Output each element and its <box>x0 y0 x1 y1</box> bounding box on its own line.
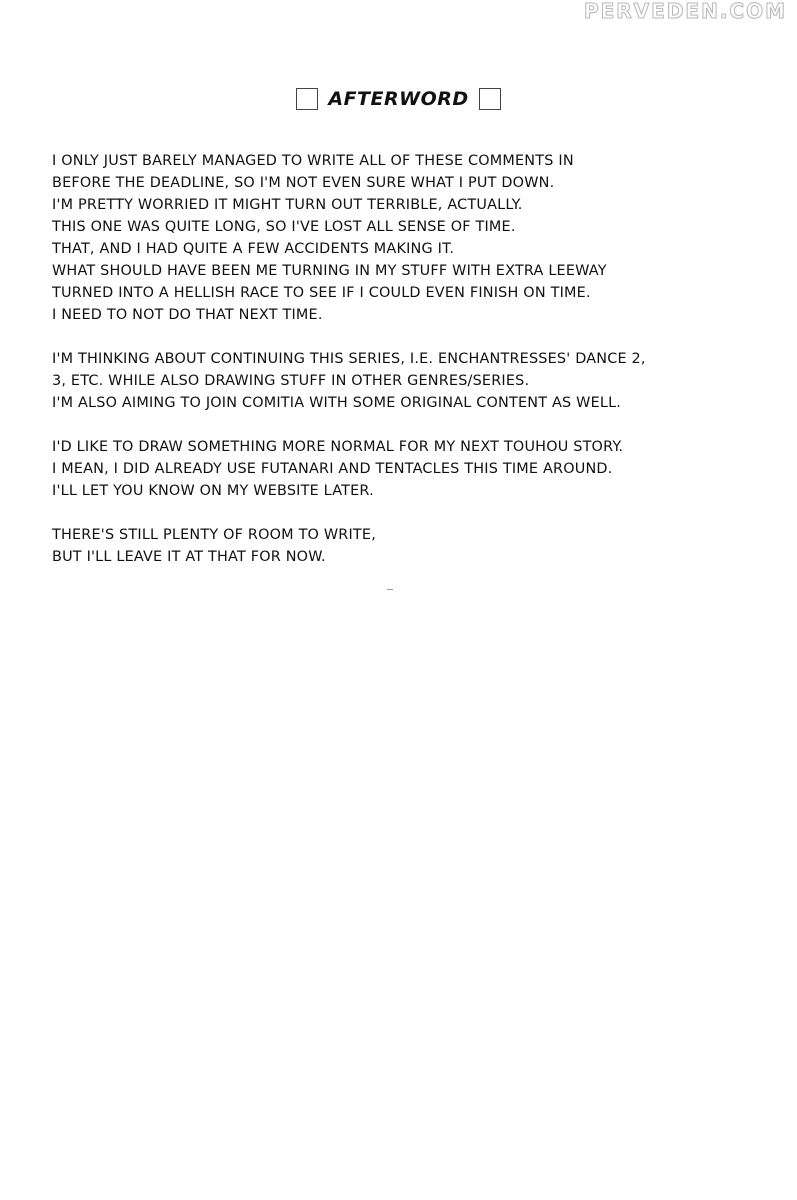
title-box-right-icon <box>479 88 501 110</box>
text-line: WHAT SHOULD HAVE BEEN ME TURNING IN MY STUFF WITH EXTRA LEEWAY <box>52 263 607 279</box>
watermark-text: PERVEDEN.COM <box>583 0 787 23</box>
paragraph-1 <box>52 150 772 326</box>
text-line: I'D LIKE TO DRAW SOMETHING MORE NORMAL FOR MY NEXT TOUHOU STORY. <box>52 439 624 455</box>
page-title: AFTERWORD <box>328 88 469 110</box>
text-line: THAT, AND I HAD QUITE A FEW ACCIDENTS MAKING IT. <box>52 241 455 257</box>
text-line: I'M THINKING ABOUT CONTINUING THIS SERIES, I.E. ENCHANTRESSES' DANCE 2, <box>52 351 646 367</box>
text-line: THERE'S STILL PLENTY OF ROOM TO WRITE, <box>52 527 376 543</box>
text-line: I'LL LET YOU KNOW ON MY WEBSITE LATER. <box>52 483 374 499</box>
text-line: I MEAN, I DID ALREADY USE FUTANARI AND TENTACLES THIS TIME AROUND. <box>52 461 613 477</box>
text-line: I'M ALSO AIMING TO JOIN COMITIA WITH SOME ORIGINAL CONTENT AS WELL. <box>52 395 622 411</box>
text-line: 3, ETC. WHILE ALSO DRAWING STUFF IN OTHER GENRES/SERIES. <box>52 373 530 389</box>
stray-dash-mark <box>387 589 393 590</box>
paragraph-3 <box>52 436 772 502</box>
text-line: BEFORE THE DEADLINE, SO I'M NOT EVEN SURE WHAT I PUT DOWN. <box>52 175 555 191</box>
text-line: I'M PRETTY WORRIED IT MIGHT TURN OUT TERRIBLE, ACTUALLY. <box>52 197 523 213</box>
title-row <box>0 88 797 110</box>
paragraph-4 <box>52 524 772 568</box>
text-line: I ONLY JUST BARELY MANAGED TO WRITE ALL OF THESE COMMENTS IN <box>52 153 574 169</box>
afterword-body <box>52 150 772 590</box>
text-line: THIS ONE WAS QUITE LONG, SO I'VE LOST ALL SENSE OF TIME. <box>52 219 516 235</box>
text-line: I NEED TO NOT DO THAT NEXT TIME. <box>52 307 323 323</box>
paragraph-2 <box>52 348 772 414</box>
text-line: TURNED INTO A HELLISH RACE TO SEE IF I COULD EVEN FINISH ON TIME. <box>52 285 591 301</box>
text-line: BUT I'LL LEAVE IT AT THAT FOR NOW. <box>52 549 326 565</box>
title-box-left-icon <box>296 88 318 110</box>
